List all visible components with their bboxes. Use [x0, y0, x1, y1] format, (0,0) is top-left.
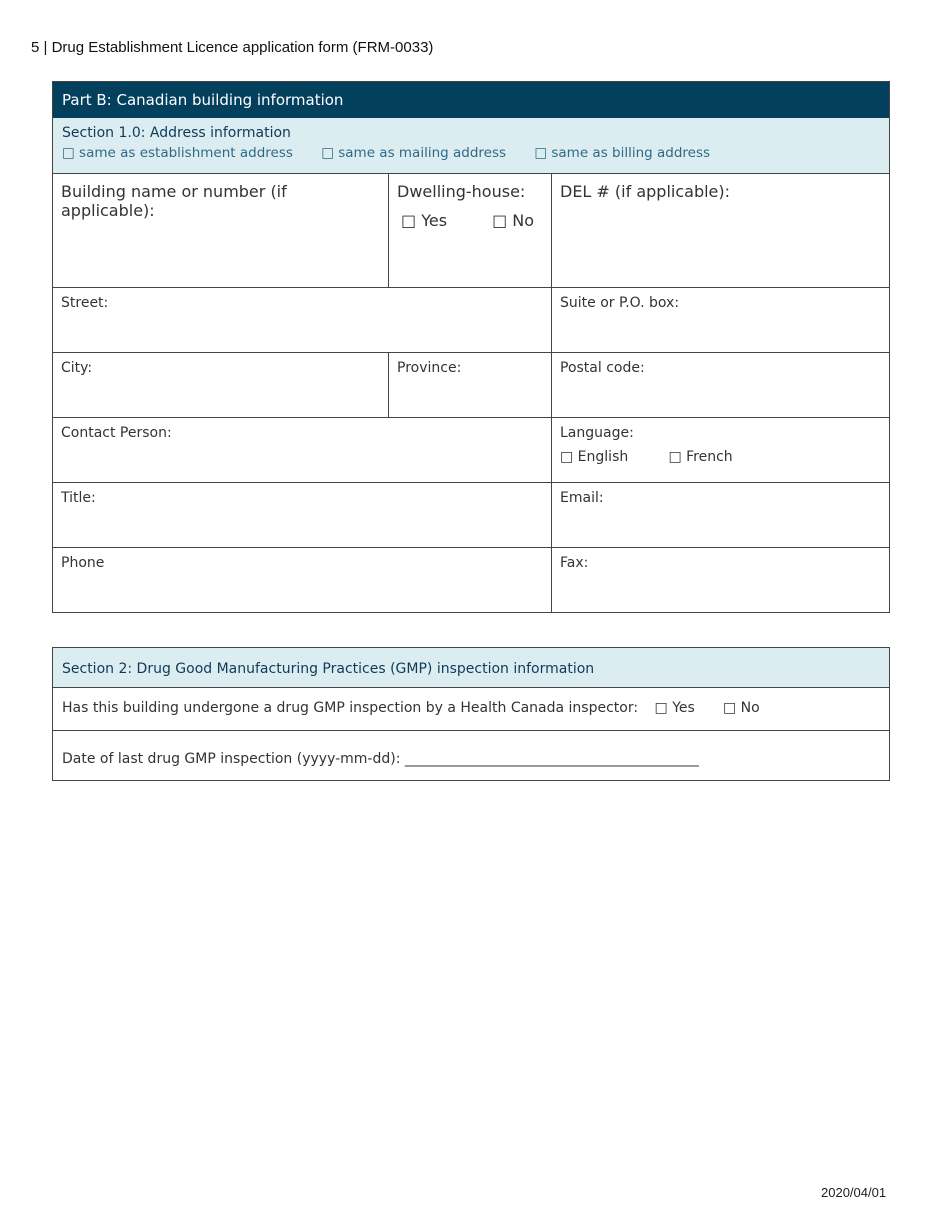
- gmp-inspection-question-row: [53, 688, 889, 731]
- dwelling-yes-checkbox[interactable]: □ Yes: [401, 211, 448, 230]
- building-name-field[interactable]: [53, 174, 389, 287]
- email-field[interactable]: [552, 482, 889, 547]
- fax-field[interactable]: [552, 547, 889, 612]
- column-divider: [388, 174, 389, 287]
- column-divider: [388, 352, 389, 417]
- section-1-header: [53, 118, 889, 174]
- column-divider: [551, 174, 552, 612]
- page-header: 5 | Drug Establishment Licence application form (FRM-0033): [31, 39, 434, 56]
- dwelling-house-label: Dwelling-house:: [397, 182, 526, 201]
- section-2-title: Section 2: Drug Good Manufacturing Practices (GMP) inspection information: [62, 661, 595, 677]
- gmp-no-checkbox[interactable]: □ No: [722, 700, 760, 716]
- row-divider: [53, 287, 889, 288]
- contact-person-label: Contact Person:: [61, 425, 172, 441]
- row-divider: [53, 352, 889, 353]
- phone-field[interactable]: [53, 547, 551, 612]
- same-as-mailing-checkbox[interactable]: □ same as mailing address: [321, 145, 507, 161]
- gmp-date-input[interactable]: __________________________________________: [404, 751, 699, 767]
- city-label: City:: [61, 360, 93, 376]
- email-label: Email:: [560, 490, 604, 506]
- phone-label: Phone: [61, 555, 105, 571]
- same-as-establishment-checkbox[interactable]: □ same as establishment address: [62, 145, 293, 161]
- dwelling-house-field: [389, 174, 551, 287]
- province-field[interactable]: [389, 352, 551, 417]
- suite-label: Suite or P.O. box:: [560, 295, 680, 311]
- dwelling-no-checkbox[interactable]: □ No: [492, 211, 535, 230]
- del-number-field[interactable]: [552, 174, 889, 287]
- city-field[interactable]: [53, 352, 389, 417]
- language-field: [552, 417, 889, 482]
- footer-date: 2020/04/01: [821, 1185, 887, 1200]
- gmp-date-label: Date of last drug GMP inspection (yyyy-mm-dd):: [62, 751, 401, 767]
- address-same-as-options: [62, 145, 880, 161]
- del-number-label: DEL # (if applicable):: [560, 182, 731, 201]
- language-label: Language:: [560, 425, 634, 441]
- same-as-billing-checkbox[interactable]: □ same as billing address: [534, 145, 711, 161]
- building-name-label: Building name or number (if applicable):: [61, 182, 287, 220]
- gmp-date-row: [53, 731, 889, 781]
- gmp-inspection-question: Has this building undergone a drug GMP inspection by a Health Canada inspector:: [62, 700, 639, 716]
- part-b-title: Part B: Canadian building information: [53, 82, 889, 118]
- language-english-checkbox[interactable]: □ English: [560, 449, 629, 465]
- title-label: Title:: [61, 490, 96, 506]
- section-1-title: Section 1.0: Address information: [62, 125, 291, 141]
- fax-label: Fax:: [560, 555, 589, 571]
- province-label: Province:: [397, 360, 462, 376]
- language-french-checkbox[interactable]: □ French: [668, 449, 733, 465]
- postal-code-label: Postal code:: [560, 360, 645, 376]
- street-label: Street:: [61, 295, 109, 311]
- section-2-header: [53, 648, 889, 688]
- part-b-table: [52, 81, 890, 613]
- title-field[interactable]: [53, 482, 551, 547]
- row-divider: [53, 547, 889, 548]
- row-divider: [53, 417, 889, 418]
- row-divider: [53, 482, 889, 483]
- suite-field[interactable]: [552, 287, 889, 352]
- section-2-table: [52, 647, 890, 781]
- gmp-yes-checkbox[interactable]: □ Yes: [654, 700, 695, 716]
- postal-code-field[interactable]: [552, 352, 889, 417]
- street-field[interactable]: [53, 287, 551, 352]
- contact-person-field[interactable]: [53, 417, 551, 482]
